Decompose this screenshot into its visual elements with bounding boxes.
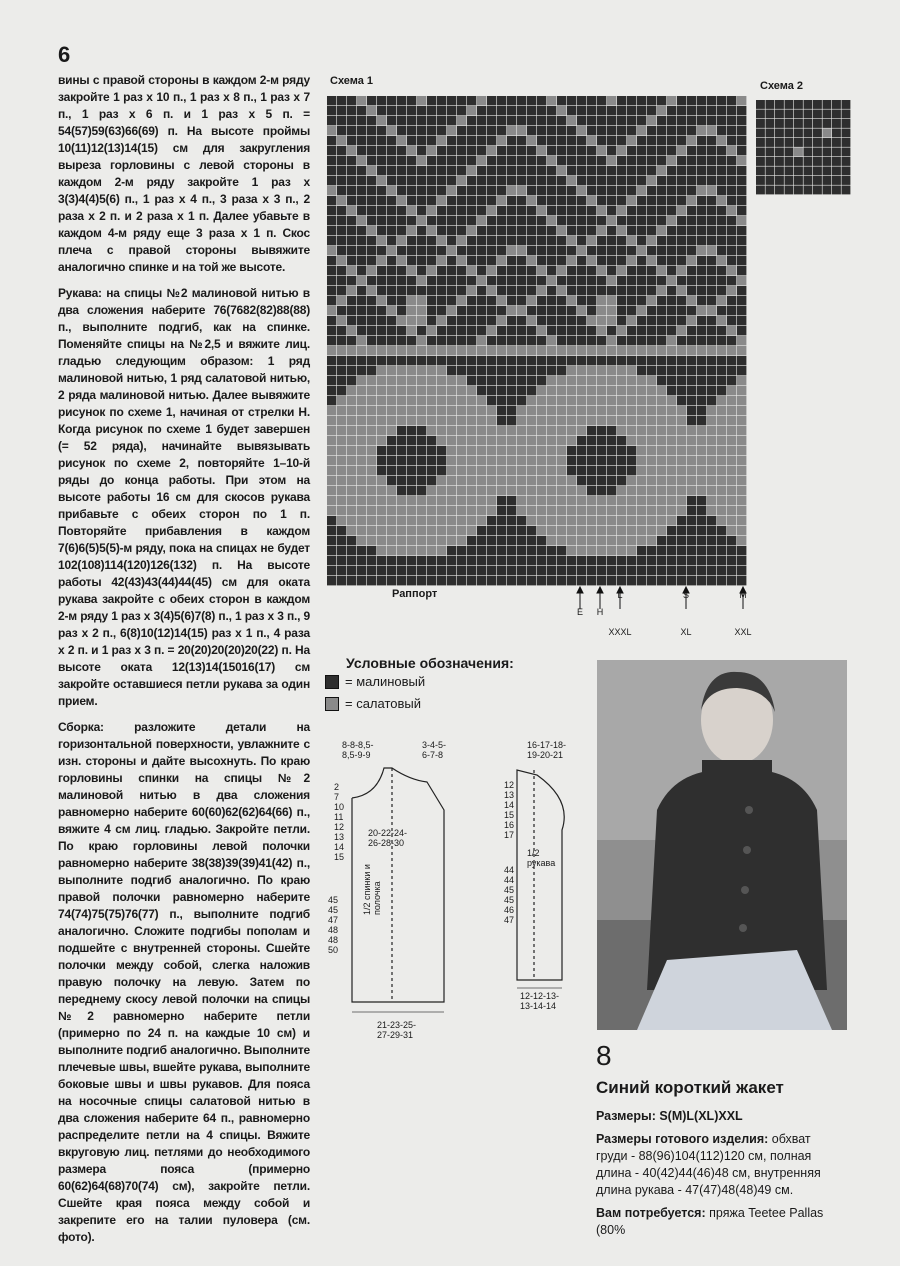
arrow-label-e: E [576, 607, 583, 617]
assembly-text: разложите детали на горизонтальной поверхности, увлажните с изн. стороны и дайте высохнуть. По краю горловины спинки на спицы №2 малиновой нитью в два сложения равномерно наберите 60(60)62(62)64(66) п., вяжите 4 см лиц. гладью. Закройте петли. По краю горловины левой полочки равномерно наберите 38(38)39(39)41(42) п., выполните подгиб аналогично. По краю правой полочки равномерно наберите 74(74)75(75)76(77) п., выполните подгиб аналогично. Сложите подгибы пополам и подшейте с внутренней стороны. Сшейте полочки между собой, слегка наложив правую полочку на левую. Затем по переднему скосу левой полочки на спицы №2 равномерно наберите петли (примерно по 24 п. на каждые 10 см) и выполните подгиб аналогично. Выполните плечевые швы, вшейте рукава, выполните боковые швы и швы рукавов. Для пояса на носочные спицы салатовой нитью в два сложения наберите 64 п., равномерно распределите петли на 4 спицы. Вяжите вкруговую лиц. петлями до необходимого размера пояса (примерно 60(62)64(68)70(74) см), закройте петли. Сшейте края пояса между собой и закрепите его на талии пуловера (см. фото). [58, 720, 310, 1244]
sleeve-label: 1/2 рукава [527, 848, 556, 868]
section-title: Синий короткий жакет [596, 1078, 784, 1097]
arrow-label-s: S [682, 590, 689, 600]
dim-top-mid: 3-4-5- 6-7-8 [422, 740, 447, 760]
arrow-label-l: L [617, 590, 623, 600]
dim-top-left: 8-8-8,5- 8,5-9-9 [342, 740, 374, 760]
dim-sleeve-bottom: 12-12-13- 13-14-14 [520, 991, 560, 1011]
raport-label: Раппорт [392, 588, 438, 600]
dim-mid-width: 20-22-24- 26-28-30 [368, 828, 408, 848]
model-photo [597, 660, 847, 1030]
size-label-xxl: XXL [734, 627, 752, 637]
ready-sizes-line: Размеры готового изделия: обхват груди - 88(96)104(112)120 см, полная длина - 40(42)44(46)48 см, внутренняя длина рукава - 47(47)48(48)49 см. [596, 1132, 821, 1197]
legend-title: Условные обозначения: [346, 655, 514, 671]
dim-left-upper: 2 7 10 11 12 13 14 15 [334, 782, 345, 862]
swatch-raspberry [325, 675, 339, 689]
size-label-xxxl: XXXL [608, 627, 632, 637]
instructions-column [58, 72, 310, 1255]
sleeves-text: на спицы №2 малиновой нитью в два сложения наберите 76(7682(82)88(88) п., выполните подгиб, как на спинке. Поменяйте спицы на №2,5 и вяжите лиц. гладью следующим образом: 1 ряд малиновой нитью, 1 ряд салатовой нитью, 2 ряда малиновой нитью. Далее вывяжите рисунок по схеме 1, начиная от стрелки Н. Когда рисунок по схеме 1 будет завершен (= 52 ряда), начинайте вывязывать рисунок по схеме 2, повторяйте 1–10-й ряды до конца работы. При этом на высоте работы 16 см для скосов рукава прибавьте с обеих сторон по 1 п. Повторяйте прибавления в каждом 7(6)6(5)5(5)-м ряду, пока на спицах не будет 102(108)114(120)126(132) п. На высоте работы 42(43)43(44)44(45) см для оката рукава закройте с обеих сторон в каждом 2-м ряду 1 раз х 3(4)5(6)7(8) п., 1 раз х 3 п., 9 раз х 2 п., 6(8)10(12)14(15) раз х 1 п., 4 раза х 2 п. и 1 раз х 3 п. = 20(20)20(20)20(22) п. На высоте оката 12(13)14(15016(17) см закройте оставшиеся петли рукава за один прием. [58, 286, 310, 708]
sleeves-heading: Рукава: [58, 286, 102, 300]
dim-body-bottom: 21-23-25- 27-29-31 [377, 1020, 417, 1040]
scheme2-title: Схема 2 [760, 80, 804, 92]
legend-item-raspberry [325, 674, 425, 689]
scheme2-chart [756, 100, 851, 195]
legend-label-green: = салатовый [345, 696, 422, 711]
arrow-label-h: H [596, 607, 604, 617]
pattern-diagram [322, 740, 584, 1045]
legend-label-raspberry: = малиновый [345, 674, 426, 689]
page-number: 6 [58, 42, 71, 67]
scheme1-title: Схема 1 [330, 75, 374, 87]
body-label: 1/2 спинки и полочка [362, 864, 382, 915]
paragraph-neckline: вины с правой стороны в каждом 2-м ряду закройте 1 раз х 10 п., 1 раз х 8 п., 1 раз х 7 п., 1 раз х 6 п. и 1 раз х 5 п. = 54(57)59(63)66(69) п. На высоте проймы 10(11)12(13)14(15) см для закругления выреза горловины с левой стороны в каждом 2-м ряду закройте 1 раз х 3(3)4(4)5(6) п., 1 раз х 4 п., 3 раза х 3 п., 2 раза х 2 п. и 2 раза х 1 п. Далее убавьте в каждом 4-м ряду еще 3 раза х 1 п. Скос плеча с правой стороны вывяжите аналогично спинке и на той же высоте. [58, 73, 310, 274]
dim-top-right: 16-17-18- 19-20-21 [527, 740, 567, 760]
size-label-xl: XL [680, 627, 692, 637]
arrow-label-m: M [739, 590, 747, 600]
section-number: 8 [596, 1040, 612, 1071]
paragraph-assembly [58, 719, 310, 1246]
legend-item-green [325, 696, 421, 711]
materials-line: Вам потребуется: пряжа Teetee Pallas (80% [596, 1206, 824, 1237]
section-specs [596, 1108, 844, 1245]
swatch-green [325, 697, 339, 711]
sizes-line: Размеры: S(M)L(XL)XXL [596, 1109, 743, 1123]
scheme1-chart [327, 96, 747, 588]
dim-sleeve-upper: 12 13 14 15 16 17 [504, 780, 515, 840]
dim-left-lower: 45 45 47 48 48 50 [328, 895, 339, 955]
paragraph-sleeves [58, 285, 310, 710]
assembly-heading: Сборка: [58, 720, 104, 734]
dim-sleeve-lower: 44 44 45 45 46 47 [504, 865, 515, 925]
